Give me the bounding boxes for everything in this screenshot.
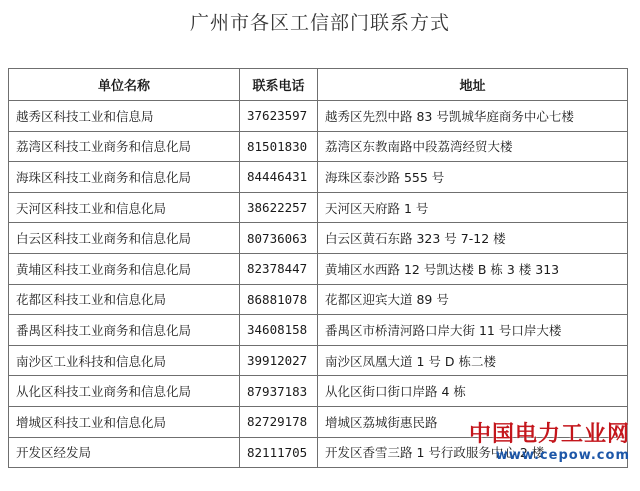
cell-unit-name: 开发区经发局: [9, 437, 240, 468]
watermark-site-name: 中国电力工业网: [468, 422, 630, 447]
cell-address: 荔湾区东教南路中段荔湾经贸大楼: [318, 131, 628, 162]
cell-unit-name: 荔湾区科技工业商务和信息化局: [9, 131, 240, 162]
table-row: [9, 406, 628, 437]
cell-phone: 82378447: [240, 253, 318, 284]
table-row: [9, 253, 628, 284]
cell-unit-name: 花都区科技工业和信息化局: [9, 284, 240, 315]
cell-phone: 39912027: [240, 345, 318, 376]
cell-unit-name: 越秀区科技工业和信息局: [9, 101, 240, 132]
table-header-row: [9, 69, 628, 101]
cell-unit-name: 番禺区科技工业商务和信息化局: [9, 315, 240, 346]
cell-address: 增城区荔城街惠民路: [318, 406, 628, 437]
cell-address: 南沙区凤凰大道 1 号 D 栋二楼: [318, 345, 628, 376]
cell-phone: 87937183: [240, 376, 318, 407]
cell-phone: 38622257: [240, 192, 318, 223]
watermark-url: www.cepow.com: [495, 448, 630, 463]
table-row: [9, 284, 628, 315]
table-row: [9, 162, 628, 193]
table-row: [9, 345, 628, 376]
cell-phone: 37623597: [240, 101, 318, 132]
cell-address: 黄埔区水西路 12 号凯达楼 B 栋 3 楼 313: [318, 253, 628, 284]
cell-address: 越秀区先烈中路 83 号凯城华庭商务中心七楼: [318, 101, 628, 132]
cell-unit-name: 南沙区工业科技和信息化局: [9, 345, 240, 376]
cell-address: 开发区香雪三路 1 号行政服务中心 2 楼: [318, 437, 628, 468]
cell-address: 白云区黄石东路 323 号 7-12 楼: [318, 223, 628, 254]
table-row: [9, 315, 628, 346]
cell-phone: 82729178: [240, 406, 318, 437]
table-row: [9, 192, 628, 223]
table-row: [9, 101, 628, 132]
cell-phone: 86881078: [240, 284, 318, 315]
cell-phone: 34608158: [240, 315, 318, 346]
cell-unit-name: 增城区科技工业和信息化局: [9, 406, 240, 437]
cell-address: 海珠区泰沙路 555 号: [318, 162, 628, 193]
cell-address: 番禺区市桥清河路口岸大街 11 号口岸大楼: [318, 315, 628, 346]
cell-unit-name: 海珠区科技工业商务和信息化局: [9, 162, 240, 193]
cell-address: 从化区街口街口岸路 4 栋: [318, 376, 628, 407]
cell-unit-name: 天河区科技工业和信息化局: [9, 192, 240, 223]
cell-phone: 84446431: [240, 162, 318, 193]
cell-phone: 80736063: [240, 223, 318, 254]
table-row: [9, 437, 628, 468]
cell-unit-name: 白云区科技工业商务和信息化局: [9, 223, 240, 254]
cell-phone: 82111705: [240, 437, 318, 468]
header-unit-name: 单位名称: [9, 69, 240, 101]
table-row: [9, 223, 628, 254]
header-address: 地址: [318, 69, 628, 101]
contact-table: [8, 68, 628, 468]
table-row: [9, 376, 628, 407]
table-row: [9, 131, 628, 162]
cell-address: 花都区迎宾大道 89 号: [318, 284, 628, 315]
page-title: 广州市各区工信部门联系方式: [189, 12, 450, 34]
header-phone: 联系电话: [240, 69, 318, 101]
cell-address: 天河区天府路 1 号: [318, 192, 628, 223]
cell-phone: 81501830: [240, 131, 318, 162]
cell-unit-name: 从化区科技工业商务和信息化局: [9, 376, 240, 407]
cell-unit-name: 黄埔区科技工业商务和信息化局: [9, 253, 240, 284]
